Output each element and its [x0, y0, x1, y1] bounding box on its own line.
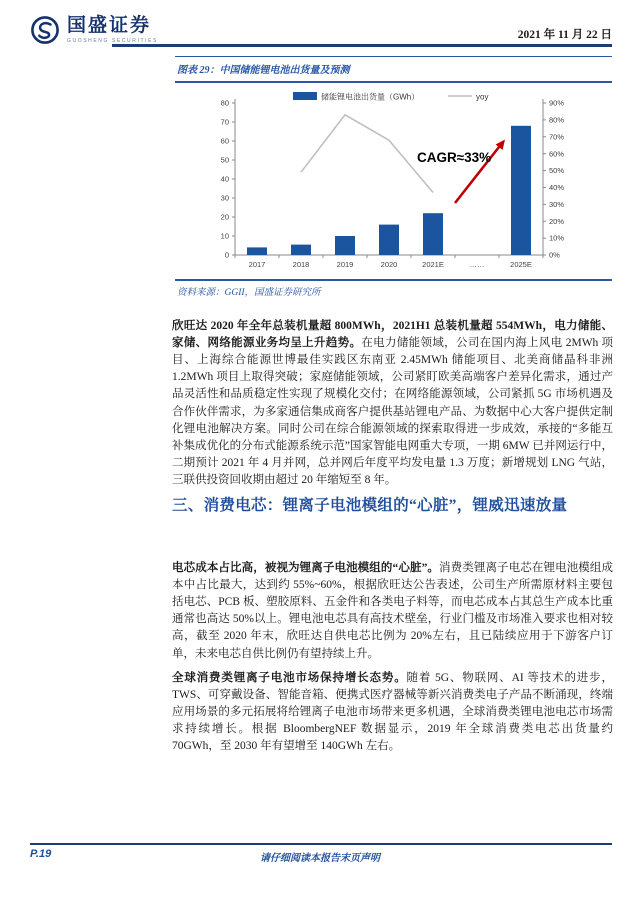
brand-name: 国盛证券 [67, 15, 152, 36]
svg-text:10: 10 [220, 231, 229, 241]
figure-source: 资料来源：GGII，国盛证券研究所 [175, 279, 612, 301]
paragraph-lead: 全球消费类锂离子电池市场保持增长态势。 [172, 671, 407, 684]
svg-text:储能锂电池出货量（GWh）: 储能锂电池出货量（GWh） [321, 92, 420, 102]
svg-text:2017: 2017 [248, 260, 266, 269]
paragraph-body: 消费类锂离子电芯在锂电池模组成本中占比最大，达到约 55%~60%，根据欣旺达公告表述，公司生产所需原材料主要包括电芯、PCB 板、塑胶原料、五金件和各类电子料等，而电芯成本占其总生产成本比重通常也高达 50%以上。锂电池电芯具有高技术壁垒，行业门槛及市场准入要求也相对较高，截至 2020 年末，欣旺达自供电芯比例为 20%左右，且已陆续应用于下游客户订单，未来电芯自供比例仍有望持续上升。 [172, 561, 614, 660]
figure-29 [175, 56, 612, 301]
svg-text:70%: 70% [549, 132, 565, 142]
svg-text:50: 50 [220, 155, 229, 165]
svg-text:60: 60 [220, 136, 229, 146]
svg-text:20%: 20% [549, 216, 565, 226]
paragraph-body: 随着 5G、物联网、AI 等技术的进步，TWS、可穿戴设备、智能音箱、便携式医疗器械等新兴消费类电子产品不断涌现，终端应用场景的多元拓展将给锂离子电池市场带来更多机遇，全球消费类锂电池电芯市场需求持续增长。根据 BloombergNEF 数据显示，2019 年全球消费类电芯出货量约 70GWh，至 2030 年有望增至 140GWh 左右。 [172, 671, 613, 753]
section-heading: 三、消费电芯：锂离子电池模组的“心脏”，锂威迅速放量 [172, 497, 568, 514]
page-number: P.19 [30, 848, 52, 860]
paragraph-body: 在电力储能领域，公司在国内海上风电 2MWh 项目、上海综合能源世博最佳实践区东南亚 2.45MWh 储能项目、北美商储晶科非洲 1.2MWh 项目上取得突破；家庭储能领域，公司紧盯欧美高端客户差异化需求，通过产品灵活性和品质稳定性实现了规模化交付；在网络能源领域，公司紧抓 5G 市场机遇及合作伙伴需求，为多家通信集成商客户提供基站锂电产品、为数据中心大客户提供定制化锂电池解决方案。同时公司在综合能源领域的探索取得进一步成效，承接的“多能互补集成优化的分布式能源系统示范”国家智能电网重大专项，一期 6MW 已并网运行中，二期预计 2021 年 4 月并网，总并网后年度平均发电量 1.3 万度；新增规划 LNG 气站，三联供投资回收期由超过 20 年缩短至 8 年。 [172, 336, 614, 487]
svg-text:20: 20 [220, 212, 229, 222]
svg-text:80: 80 [220, 98, 229, 108]
svg-text:80%: 80% [549, 115, 565, 125]
paragraph-global-market [172, 670, 613, 756]
paragraph-lead: 电芯成本占比高，被视为锂离子电池模组的“心脏”。 [172, 561, 440, 574]
brand-subtitle: GUOSHENG SECURITIES [67, 38, 158, 44]
svg-text:2020: 2020 [380, 260, 398, 269]
svg-text:30%: 30% [549, 199, 565, 209]
figure-title: 图表 29：中国储能锂电池出货量及预测 [175, 56, 612, 83]
svg-text:60%: 60% [549, 149, 565, 159]
svg-text:10%: 10% [549, 233, 565, 243]
guosheng-logo-icon [30, 15, 60, 50]
header-rule [112, 44, 612, 47]
paragraph-lead: 欣旺达 2020 年全年总装机量超 800MWh，2021H1 总装机量超 554MWh，电力储能、家储、网络能源业务均呈上升趋势。 [172, 319, 613, 349]
svg-text:2025E: 2025E [510, 260, 532, 269]
svg-text:2021E: 2021E [422, 260, 444, 269]
storage-lithium-battery-chart [175, 83, 612, 279]
svg-text:2018: 2018 [292, 260, 310, 269]
svg-text:50%: 50% [549, 166, 565, 176]
report-date: 2021 年 11 月 22 日 [517, 29, 612, 41]
svg-text:0%: 0% [549, 250, 560, 260]
paragraph-cell-cost [172, 560, 613, 663]
svg-text:90%: 90% [549, 98, 565, 108]
footer-rule [30, 843, 612, 845]
svg-text:yoy: yoy [476, 92, 489, 102]
svg-text:70: 70 [220, 117, 229, 127]
svg-text:40%: 40% [549, 183, 565, 193]
svg-text:30: 30 [220, 193, 229, 203]
svg-text:……: …… [469, 260, 485, 269]
brand-block [67, 15, 158, 44]
footer-notice: 请仔细阅读本报告末页声明 [260, 853, 380, 864]
svg-text:2019: 2019 [336, 260, 354, 269]
svg-text:0: 0 [224, 250, 229, 260]
svg-text:CAGR≈33%: CAGR≈33% [417, 150, 492, 165]
svg-text:40: 40 [220, 174, 229, 184]
chart-container [175, 83, 612, 279]
paragraph-xinwangda-storage [172, 318, 613, 490]
